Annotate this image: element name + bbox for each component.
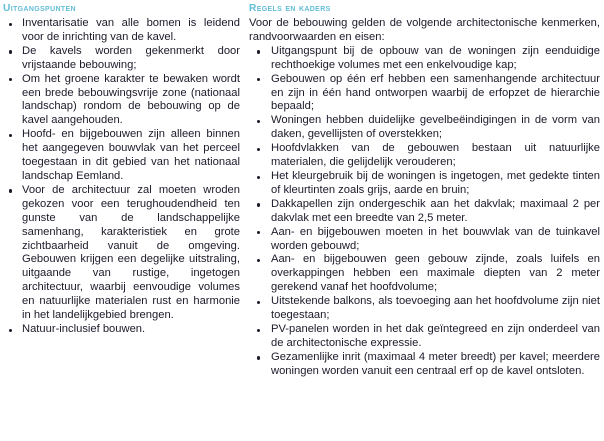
list-item: Gebouwen op één erf hebben een samenhangende architectuur en zijn in één hand ontworpen waarbij de erfopzet de hierarchie bepaald; [249, 73, 600, 115]
list-item: Aan- en bijgebouwen geen gebouw zijnde, zoals luifels en overkappingen hebben een maximale diepten van 2 meter gerekend vanaf het hoofdvolume; [249, 253, 600, 295]
left-column-heading: Uitgangspunten [3, 3, 76, 14]
list-item: Uitgangspunt bij de opbouw van de woningen zijn eenduidige rechthoekige volumes met een enkelvoudige kap; [249, 45, 600, 73]
right-column-intro: Voor de bebouwing gelden de volgende architectonische kenmerken, randvoorwaarden en eisen: [249, 17, 600, 43]
right-column [246, 0, 604, 441]
right-column-heading: Regels en kaders [249, 3, 331, 14]
list-item: PV-panelen worden in het dak geïntegreed en zijn onderdeel van de architectonische expressie. [249, 323, 600, 351]
left-column [0, 0, 246, 441]
list-item: Uitstekende balkons, als toevoeging aan het hoofdvolume zijn niet toegestaan; [249, 295, 600, 323]
regels-en-kaders-list [249, 45, 600, 379]
list-item: Voor de architectuur zal moeten wroden gekozen voor een terughoudendheid ten gunste van de landschappelijke samenhang, karakteristiek en grote zichtbaarheid vanuit de omgeving. Gebouwen krijgen een degelijke uitstraling, uitgaande van rustige, ingetogen architectuur, waarbij eenvoudige volumes en natuurlijke materialen rust en harmonie in het landelijkgebied brengen. [3, 184, 240, 323]
list-item: Woningen hebben duidelijke gevelbeëindigingen in de vorm van daken, gevellijsten of overstekken; [249, 114, 600, 142]
list-item: Natuur-inclusief bouwen. [3, 323, 240, 337]
list-item: Het kleurgebruik bij de woningen is ingetogen, met gedekte tinten of kleurtinten zoals grijs, aarde en bruin; [249, 170, 600, 198]
uitgangspunten-list [3, 17, 240, 337]
list-item: Inventarisatie van alle bomen is leidend voor de inrichting van de kavel. [3, 17, 240, 45]
list-item: Om het groene karakter te bewaken wordt een brede bebouwingsvrije zone (nationaal landschap) rondom de bebouwing op de kavel aangehouden. [3, 73, 240, 129]
list-item: Hoofd- en bijgebouwen zijn alleen binnen het aangegeven bouwvlak van het perceel toegestaan in dit gebied van het nationaal landschap Eemland. [3, 128, 240, 184]
list-item: De kavels worden gekenmerkt door vrijstaande bebouwing; [3, 45, 240, 73]
list-item: Gezamenlijke inrit (maximaal 4 meter breedt) per kavel; meerdere woningen worden vanuit een centraal erf op de kavel ontsloten. [249, 351, 600, 379]
list-item: Aan- en bijgebouwen moeten in het bouwvlak van de tuinkavel worden gebouwd; [249, 226, 600, 254]
list-item: Dakkapellen zijn ondergeschik aan het dakvlak; maximaal 2 per dakvlak met een breedte van 2,5 meter. [249, 198, 600, 226]
list-item: Hoofdvlakken van de gebouwen bestaan uit natuurlijke materialen, die gelijdelijk verouderen; [249, 142, 600, 170]
